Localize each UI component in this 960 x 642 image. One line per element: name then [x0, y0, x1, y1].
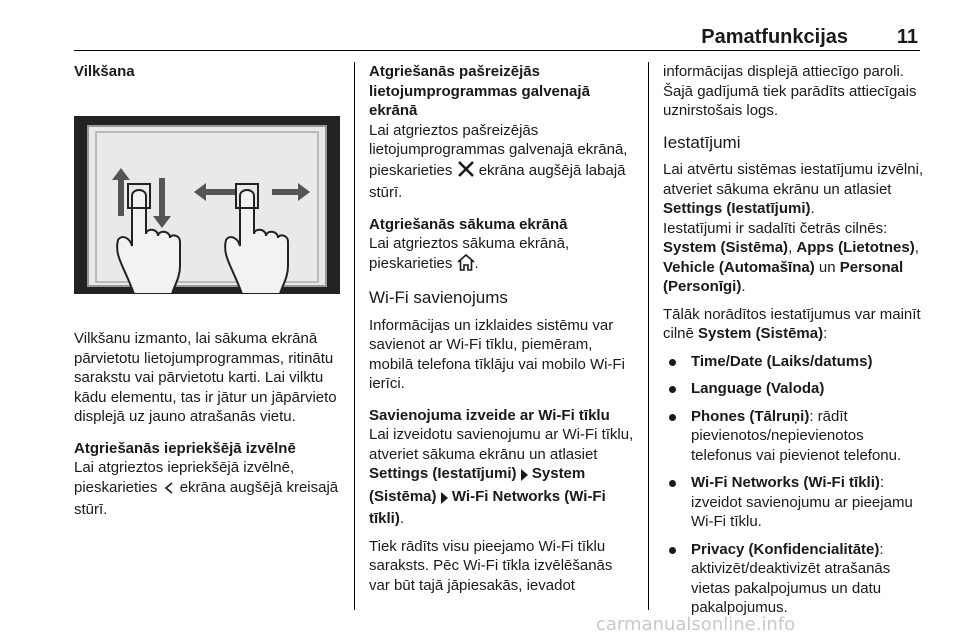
text-part: Lai atgrieztos pašreizējās lietojumprogrammas galvenajā ekrānā, pieskarieties [369, 121, 628, 179]
text-part: ekrāna augšējā kreisajā stūrī. [74, 478, 339, 518]
drag-gesture-illustration [74, 116, 340, 294]
list-item [663, 473, 925, 532]
bullet-icon [669, 547, 676, 554]
tab-apps: Apps (Lietotnes) [796, 239, 915, 256]
paragraph-system-settings [663, 305, 925, 344]
bullet-icon [669, 414, 676, 421]
list-item [663, 407, 925, 466]
text-part: Tālāk norādītos iestatījumus var mainīt cilnē [663, 305, 921, 342]
paragraph-wifi-list: Tiek rādīts visu pieejamo Wi-Fi tīklu saraksts. Pēc Wi-Fi tīkla izvēlēšanās var būt tajā jāpiesakās, ievadot [369, 537, 613, 594]
paragraph-app-main-screen [369, 121, 634, 203]
text-part: : [823, 325, 828, 342]
menu-path-system: System (Sistēma) [369, 465, 586, 505]
text-part: Iestatījumi ir sadalīti četrās cilnēs: [663, 219, 888, 237]
paragraph-settings-tabs [663, 219, 925, 297]
separator: un [814, 258, 840, 276]
tab-vehicle: Vehicle (Automašīna) [663, 258, 815, 276]
text-part: Lai izveidotu savienojumu ar Wi-Fi tīklu, atveriet sākuma ekrānu un atlasiet [369, 426, 634, 463]
menu-path-wifi: Wi-Fi Networks (Wi-Fi tīkli) [369, 487, 606, 527]
paragraph-dragging: Vilkšanu izmanto, lai sākuma ekrānā pārvietotu lietojumprogrammas, ritinātu sarakstu vai pārvietotu karti. Lai vilktu kādu elementu, tas ir jātur un jāpārvieto displejā uz jauno atrašanās vietu. [74, 330, 337, 425]
text-part: Lai atvērtu sistēmas iestatījumu izvēlni, atveriet sākuma ekrānu un atlasiet [663, 161, 924, 198]
text-part: Lai atgrieztos sākuma ekrānā, pieskarieties [369, 235, 570, 272]
paragraph-home-screen [369, 234, 634, 276]
list-item [663, 379, 925, 399]
arrow-right-icon [521, 467, 528, 487]
paragraph-wifi-connect [369, 425, 634, 529]
arrow-right-icon [441, 490, 448, 510]
paragraph-settings-open [663, 160, 925, 219]
text-part: Lai atgrieztos iepriekšējā izvēlnē, pieskarieties [74, 459, 295, 496]
tab-personal: Personal (Personīgi) [663, 258, 904, 295]
column-2 [369, 62, 634, 595]
bullet-icon [669, 386, 676, 393]
section-settings: Iestatījumi [663, 132, 741, 152]
paragraph-wifi-intro: Informācijas un izklaides sistēmu var savienot ar Wi-Fi tīklu, piemēram, mobilā telefona tīklāju vai mobilo Wi-Fi ierīci. [369, 316, 625, 392]
list-item [663, 540, 925, 618]
tab-system: System (Sistēma) [698, 325, 824, 342]
column-divider [354, 62, 355, 610]
column-divider [648, 62, 649, 610]
list-item [663, 352, 925, 372]
section-wifi: Wi-Fi savienojums [369, 288, 508, 307]
heading-dragging: Vilkšana [74, 63, 135, 80]
page-number: 11 [896, 26, 918, 48]
column-3 [663, 62, 925, 626]
text-part: . [474, 254, 479, 272]
heading-home-screen: Atgriešanās sākuma ekrānā [369, 215, 568, 233]
back-chevron-icon [162, 481, 176, 501]
close-x-icon [457, 160, 475, 184]
list-item-title: Privacy (Konfidencialitāte) [691, 540, 880, 558]
menu-path-settings: Settings (Iestatījumi) [663, 200, 811, 217]
watermark: carmanualsonline.info [596, 614, 796, 635]
tab-system: System (Sistēma) [663, 239, 789, 256]
home-icon [457, 254, 475, 277]
text-part: . [399, 510, 405, 527]
text-part: . [810, 200, 815, 217]
text-part: ekrāna augšējā labajā stūrī. [369, 161, 626, 201]
heading-app-main-screen: Atgriešanās pašreizējās lietojumprogrammas galvenajā ekrānā [369, 63, 590, 119]
chapter-title: Pamatfunkcijas [701, 26, 848, 48]
bullet-icon [669, 359, 676, 366]
separator: , [788, 239, 797, 256]
list-item-text: : izveidot savienojumu ar pieejamu Wi-Fi tīklu. [691, 474, 913, 530]
separator: , [914, 239, 919, 256]
list-item-title: Language (Valoda) [691, 380, 825, 397]
bullet-icon [669, 480, 676, 487]
list-item-text: : rādīt pievienotos/nepievienotos telefonus vai pievienot telefonu. [691, 407, 902, 464]
heading-wifi-connect: Savienojuma izveide ar Wi-Fi tīklu [369, 406, 610, 424]
paragraph-continued: informācijas displejā attiecīgo paroli. Šajā gadījumā tiek parādīts attiecīgais uznirstošais logs. [663, 63, 917, 119]
menu-path-settings: Settings (Iestatījumi) [369, 465, 517, 482]
paragraph-previous-menu [74, 458, 340, 520]
settings-list [663, 352, 925, 618]
list-item-text: : aktivizēt/deaktivizēt atrašanās vietas pakalpojumus un datu pakalpojumus. [691, 540, 891, 616]
list-item-title: Phones (Tālruņi) [691, 407, 810, 425]
page-header [74, 22, 920, 51]
list-item-title: Wi-Fi Networks (Wi-Fi tīkli) [691, 474, 880, 491]
list-item-title: Time/Date (Laiks/datums) [691, 352, 873, 370]
heading-previous-menu: Atgriešanās iepriekšējā izvēlnē [74, 439, 296, 457]
text-part: . [741, 278, 746, 295]
column-1 [74, 62, 340, 520]
